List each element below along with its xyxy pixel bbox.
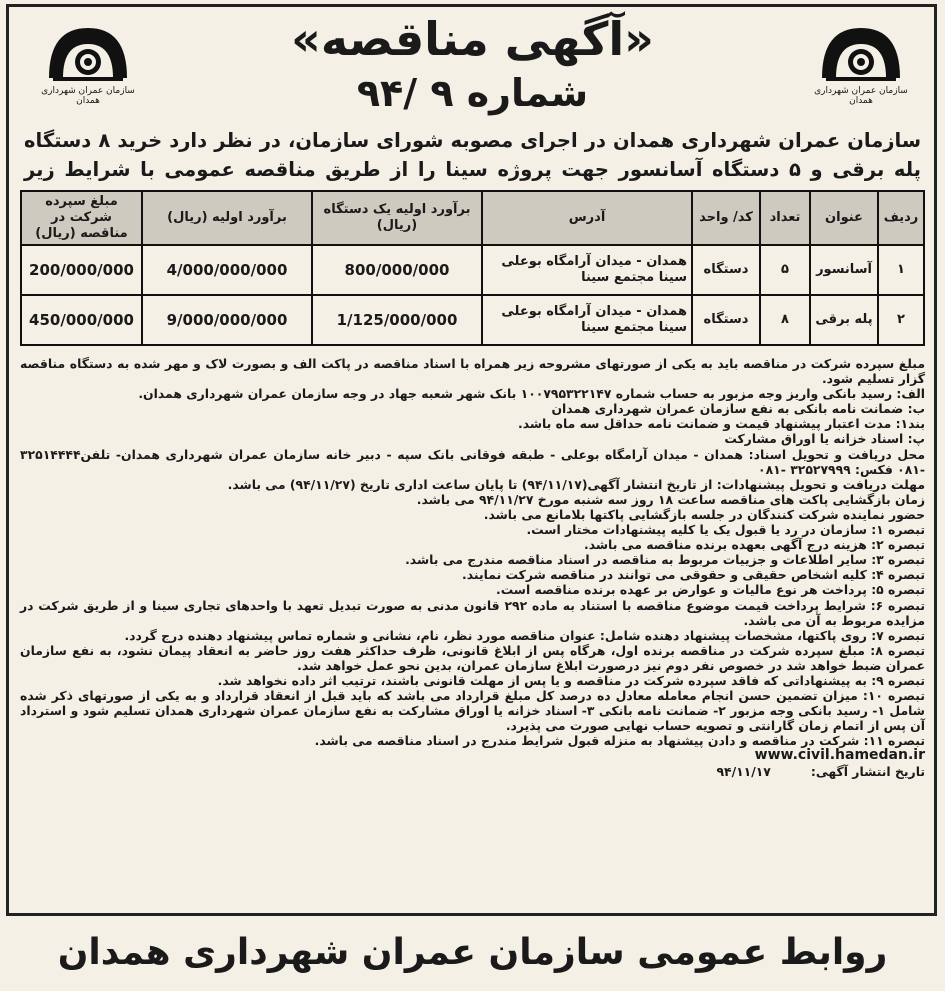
logo-caption-left: سازمان عمران شهرداری همدان xyxy=(41,86,135,106)
note-4: تبصره ۴: کلیه اشخاص حقیقی و حقوقی می توانند در مناقصه شرکت نمایند. xyxy=(462,567,925,583)
cell-address: همدان - میدان آرامگاه بوعلی سینا مجتمع سینا xyxy=(482,245,692,295)
header-count: تعداد xyxy=(760,191,810,245)
ad-title: «آگهی مناقصه» xyxy=(291,12,654,66)
logo-caption-right: سازمان عمران شهرداری همدان xyxy=(814,86,908,106)
terms-section xyxy=(20,356,925,779)
submission-deadline: مهلت دریافت و تحویل پیشنهادات: از تاریخ انتشار آگهی(۹۴/۱۱/۱۷) تا پایان ساعت اداری تاریخ (۹۴/۱۱/۲۷) می باشد. xyxy=(227,476,925,492)
table-header-row xyxy=(21,191,924,245)
delivery-location: محل دریافت و تحویل اسناد: همدان - میدان آرامگاه بوعلی - طبقه فوقانی بانک سپه - دبیر خانه سازمان عمران شهرداری همدان- تلفن۳۲۵۱۴۴۴۴ -۰۸۱ فکس: ۳۲۵۲۷۹۹۹ -۰۸۱ xyxy=(20,446,925,477)
attendance-note: حضور نماینده شرکت کنندگان در جلسه بازگشایی پاکتها بلامانع می باشد. xyxy=(483,506,925,522)
opening-time: زمان بازگشایی پاکت های مناقصه ساعت ۱۸ روز سه شنبه مورخ ۹۴/۱۱/۲۷ می باشد. xyxy=(416,491,925,507)
deposit-instructions: مبلغ سپرده شرکت در مناقصه باید به یکی از صورتهای مشروحه زیر همراه با اسناد مناقصه در پاکت الف و بصورت لاک و مهر شده به دستگاه مناقصه گزار تسلیم شود. xyxy=(20,356,925,387)
cell-title: پله برقی xyxy=(810,295,878,345)
header-title: عنوان xyxy=(810,191,878,245)
note-11: تبصره ۱۱: شرکت در مناقصه و دادن پیشنهاد به منزله قبول شرایط مندرج در اسناد مناقصه می باشد. xyxy=(314,733,925,749)
note-5: تبصره ۵: پرداخت هر نوع مالیات و عوارض بر عهده برنده مناقصه است. xyxy=(495,582,925,598)
header-unit-estimate: برآورد اولیه یک دستگاه (ریال) xyxy=(312,191,482,245)
clause-validity: بند۱: مدت اعتبار پیشنهاد قیمت و ضمانت نامه حداقل سه ماه باشد. xyxy=(517,416,925,432)
table-row xyxy=(21,295,924,345)
note-2: تبصره ۲: هزینه درج آگهی بعهده برنده مناقصه می باشد. xyxy=(584,537,925,553)
note-1: تبصره ۱: سازمان در رد یا قبول یک یا کلیه پیشنهادات مختار است. xyxy=(526,522,925,538)
option-bank-receipt: الف: رسید بانکی واریز وجه مزبور به حساب شماره ۱۰۰۷۹۵۳۲۲۱۴۷ بانک شهر شعبه جهاد در وجه سازمان عمران شهرداری همدان. xyxy=(138,386,925,402)
note-7: تبصره ۷: روی پاکتها، مشخصات پیشنهاد دهنده شامل: عنوان مناقصه مورد نظر، نام، نشانی و شماره تماس پیشنهاد دهنده درج گردد. xyxy=(124,627,925,643)
cell-unit-estimate: 1/125/000/000 xyxy=(312,295,482,345)
cell-address: همدان - میدان آرامگاه بوعلی سینا مجتمع سینا xyxy=(482,295,692,345)
cell-total-estimate: 4/000/000/000 xyxy=(142,245,312,295)
cell-unit: دستگاه xyxy=(692,295,760,345)
cell-row-number: ۱ xyxy=(878,245,924,295)
organization-logo-left xyxy=(28,22,148,112)
cell-count: ۵ xyxy=(760,245,810,295)
publish-date xyxy=(20,764,925,779)
note-10: تبصره ۱۰: میزان تضمین حسن انجام معامله معادل ده درصد کل مبلغ قرارداد می باشد که باید قبل از انعقاد قرارداد و به یکی از صورتهای ذکر شده شامل ۱- رسید بانکی وجه مزبور ۲- ضمانت نامه بانکی ۳- اسناد خزانه یا اوراق مشارکت به نفع سازمان عمران شهرداری همدان تسلیم شود و استرداد آن پس از اتمام زمان گارانتی و تصویه حساب نهایی صورت می پذیرد. xyxy=(20,688,925,734)
note-6: تبصره ۶: شرایط پرداخت قیمت موضوع مناقصه با استناد به ماده ۲۹۲ قانون مدنی به صورت تبدیل تعهد با واحدهای تجاری سینا و از طریق شرکت در مزایده مربوط به آن می باشد. xyxy=(20,597,925,628)
intro-paragraph: سازمان عمران شهرداری همدان در اجرای مصوبه شورای سازمان، در نظر دارد خرید ۸ دستگاه پله برقی و ۵ دستگاه آسانسور جهت پروژه سینا را از طریق مناقصه عمومی با شرایط زیر xyxy=(24,129,922,181)
organization-logo-right xyxy=(801,22,921,112)
website-link[interactable]: www.civil.hamedan.ir xyxy=(754,747,925,764)
cell-deposit: 200/000/000 xyxy=(21,245,142,295)
header-unit: کد/ واحد xyxy=(692,191,760,245)
ad-number: شماره ۹ /۹۴ xyxy=(356,71,589,115)
footer-signature: روابط عمومی سازمان عمران شهرداری همدان xyxy=(57,932,888,973)
table-row xyxy=(21,245,924,295)
emblem-icon xyxy=(816,22,906,84)
header-address: آدرس xyxy=(482,191,692,245)
header-total-estimate: برآورد اولیه (ریال) xyxy=(142,191,312,245)
publish-date-value: ۹۴/۱۱/۱۷ xyxy=(716,763,771,779)
header-deposit: مبلغ سپرده شرکت در مناقصه (ریال) xyxy=(21,191,142,245)
option-treasury-bonds: پ: اسناد خزانه یا اوراق مشارکت xyxy=(724,431,925,447)
cell-row-number: ۲ xyxy=(878,295,924,345)
cell-deposit: 450/000/000 xyxy=(21,295,142,345)
cell-title: آسانسور xyxy=(810,245,878,295)
cell-total-estimate: 9/000/000/000 xyxy=(142,295,312,345)
cell-count: ۸ xyxy=(760,295,810,345)
option-bank-guarantee: ب: ضمانت نامه بانکی به نفع سازمان عمران شهرداری همدان xyxy=(551,401,925,417)
publish-date-label: تاریخ انتشار آگهی: xyxy=(810,763,925,779)
note-8: تبصره ۸: مبلغ سپرده شرکت در مناقصه برنده اول، هرگاه پس از ابلاغ قانونی، ظرف حداکثر هفت روز حاضر به انعقاد پیمان نشود، به نفع سازمان عمران ضبط خواهد شد در خصوص نفر دوم نیز درصورت ابلاغ سازمان عمران، بدین نحو عمل خواهد شد. xyxy=(20,642,925,673)
tender-items-table xyxy=(20,190,925,346)
note-9: تبصره ۹: به پیشنهاداتی که فاقد سپرده شرکت در مناقصه و یا پس از مهلت قانونی باشند، ترتیب اثر داده نخواهد شد. xyxy=(217,672,925,688)
header-row-number: ردیف xyxy=(878,191,924,245)
cell-unit: دستگاه xyxy=(692,245,760,295)
cell-unit-estimate: 800/000/000 xyxy=(312,245,482,295)
emblem-icon xyxy=(43,22,133,84)
note-3: تبصره ۳: سایر اطلاعات و جزییات مربوط به مناقصه در اسناد مناقصه مندرج می باشد. xyxy=(405,552,925,568)
